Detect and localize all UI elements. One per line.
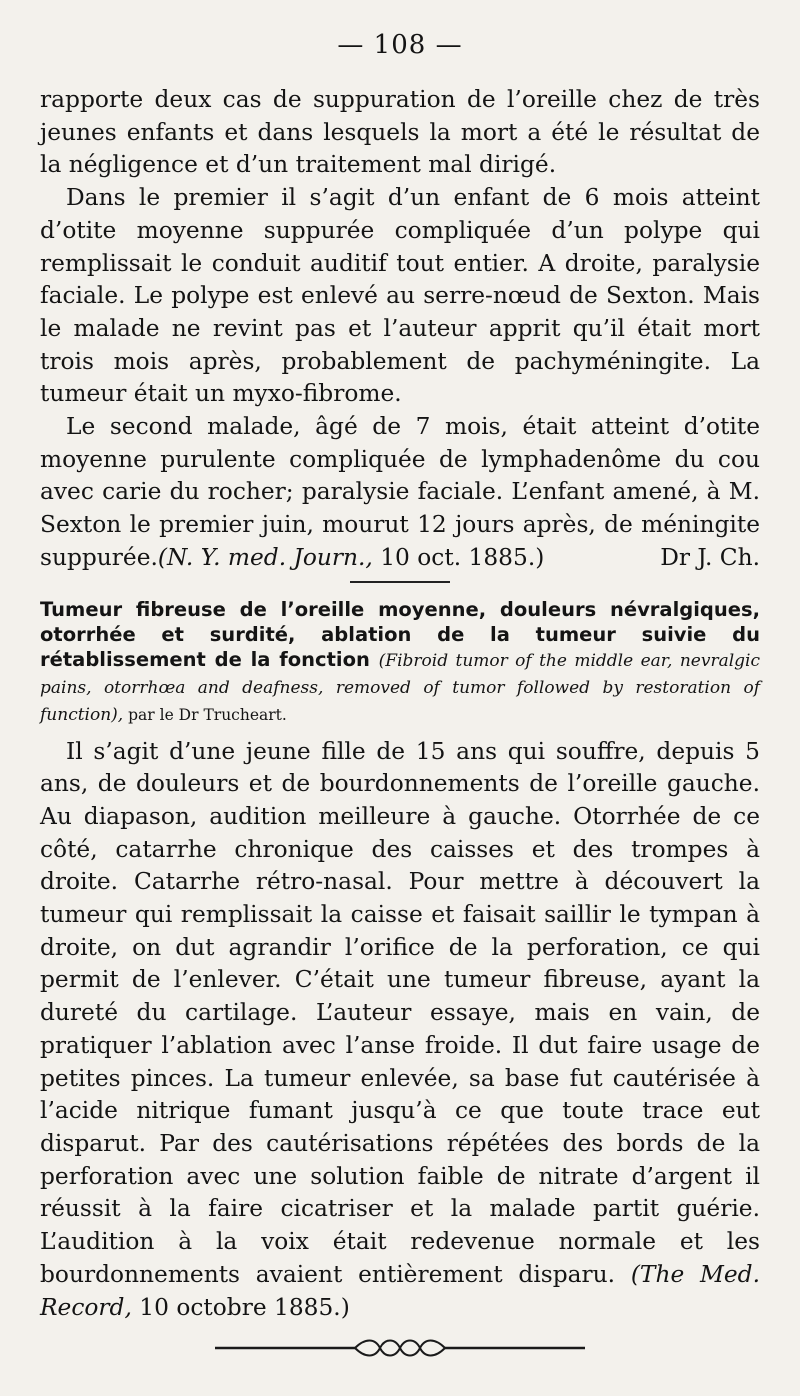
section-divider — [350, 581, 450, 583]
text-body — [40, 84, 760, 1324]
journal-citation: (N. Y. med. Journ., — [157, 543, 373, 571]
paragraph-3-text: Le second malade, âgé de 7 mois, était atteint d’otite moyenne purulente compliquée de lymphadenôme du cou avec carie du rocher; paralysie faciale. L’enfant amené, à M. Sexton le premier juin, mourut 12 jours après, de méningite suppurée. — [40, 413, 760, 571]
paragraph-1: rapporte deux cas de suppuration de l’oreille chez de très jeunes enfants et dans lesquels la mort a été le résultat de la négligence et d’un traitement mal dirigé. — [40, 86, 760, 179]
citation-date: 10 oct. 1885.) — [372, 543, 545, 571]
article-byline: par le Dr Trucheart. — [123, 705, 287, 724]
author-signature: Dr J. Ch. — [660, 543, 760, 571]
paragraph-3 — [40, 411, 760, 575]
citation-date: 10 octobre 1885.) — [131, 1293, 350, 1321]
paragraph-4 — [40, 736, 760, 1325]
end-ornament — [215, 1336, 585, 1360]
journal-citation: (The Med. Record, — [40, 1260, 760, 1321]
article-title: Tumeur fibreuse de l’oreille moyenne, douleurs névralgiques, otorrhée et surdité, ablation de la tumeur suivie du rétablissement de la fonction — [40, 597, 760, 671]
page-number: — 108 — — [337, 30, 463, 60]
article-english-title: (Fibroid tumor of the middle ear, nevralgic pains, otorrhœa and deafness, removed of tumor followed by restoration of function), — [40, 650, 761, 725]
article-heading — [40, 597, 760, 728]
paragraph-2: Dans le premier il s’agit d’un enfant de 6 mois atteint d’otite moyenne suppurée compliquée d’un polype qui remplissait le conduit auditif tout entier. A droite, paralysie faciale. Le polype est enlevé au serre-nœud de Sexton. Mais le malade ne revint pas et l’auteur apprit qu’il était mort trois mois après, probablement de pachyméningite. La tumeur était un myxo-fibrome. — [40, 184, 760, 408]
paragraph-4-text: Il s’agit d’une jeune fille de 15 ans qui souffre, depuis 5 ans, de douleurs et de bourdonnements de l’oreille gauche. Au diapason, audition meilleure à gauche. Otorrhée de ce côté, catarrhe chronique des caisses et des trompes à droite. Catarrhe rétro-nasal. Pour mettre à découvert la tumeur qui remplissait la caisse et faisait saillir le tympan à droite, on dut agrandir l’orifice de la perforation, ce qui permit de l’enlever. C’était une tumeur fibreuse, ayant la dureté du cartilage. L’auteur essaye, mais en vain, de pratiquer l’ablation avec l’anse froide. Il dut faire usage de petites pinces. La tumeur enlevée, sa base fut cautérisée à l’acide nitrique fumant jusqu’à ce que toute trace eut disparut. Par des cautérisations répétées des bords de la perforation avec une solution faible de nitrate d’argent il réussit à la faire cicatriser et la malade partit guérie. L’audition à la voix était redevenue normale et les bourdonnements avaient entièrement disparu. — [40, 737, 760, 1288]
